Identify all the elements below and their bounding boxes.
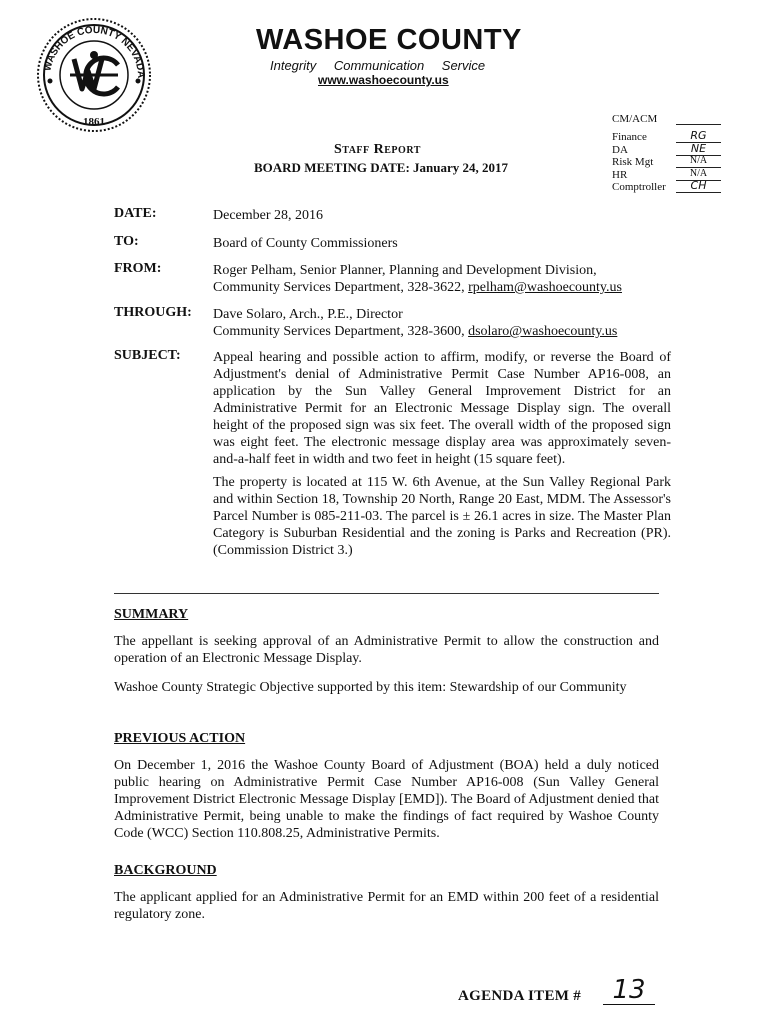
signoff-initials: NE: [676, 143, 721, 156]
meeting-date: BOARD MEETING DATE: January 24, 2017: [254, 160, 509, 175]
signoff-row: [612, 168, 727, 181]
previous-action-heading: PREVIOUS ACTION: [114, 731, 246, 746]
signoff-row: [612, 156, 727, 169]
signoff-value: N/A: [676, 155, 721, 168]
from-email-link[interactable]: rpelham@washoecounty.us: [468, 280, 622, 295]
website-link[interactable]: www.washoecounty.us: [318, 73, 449, 87]
org-name: WASHOE COUNTY: [256, 24, 522, 56]
subject-body: [213, 349, 671, 565]
signoff-value: [676, 112, 721, 125]
through-email-link[interactable]: dsolaro@washoecounty.us: [468, 324, 618, 339]
background-heading: BACKGROUND: [114, 863, 217, 878]
signoff-row: [612, 181, 727, 194]
signoff-row: [612, 131, 727, 144]
signoff-label: Comptroller: [612, 181, 666, 193]
through-label: THROUGH:: [114, 305, 192, 320]
signoff-label: DA: [612, 143, 628, 156]
through-dept: Community Services Department, 328-3600,: [213, 324, 469, 339]
from-dept: Community Services Department, 328-3622,: [213, 280, 469, 295]
section-divider: [114, 593, 659, 594]
signoff-label: Finance: [612, 131, 647, 143]
signoff-row: [612, 143, 727, 156]
signoff-value: N/A: [676, 168, 721, 181]
from-line-1: Roger Pelham, Senior Planner, Planning and Development Division,: [213, 263, 597, 278]
agenda-item-number: 13: [603, 977, 655, 1005]
signoff-label: Risk Mgt: [612, 156, 654, 168]
subject-paragraph: The property is located at 115 W. 6th Avenue, at the Sun Valley Regional Park and within Section 18, Township 20 North, Range 20 East, MDM. The Assessor's Parcel Number is 085-211-03. The parcel is ± 26.1 acres in size. The Master Plan Category is Suburban Residential and the zoning is Parks and Recreation (PR). (Commission District 3.): [213, 475, 671, 558]
through-line-2: [213, 323, 617, 340]
report-title: Staff Report: [334, 142, 421, 157]
signoff-initials: CH: [676, 180, 721, 193]
signoff-label: CM/ACM: [612, 112, 658, 125]
signoff-row: [612, 112, 727, 125]
through-value: [213, 306, 617, 340]
from-value: [213, 262, 622, 296]
svg-text:WASHOE COUNTY NEVADA: WASHOE COUNTY NEVADA: [42, 24, 147, 79]
signoff-table: [612, 112, 727, 193]
summary-heading: SUMMARY: [114, 607, 189, 622]
org-tagline: Integrity Communication Service: [270, 58, 486, 73]
subject-label: SUBJECT:: [114, 348, 181, 363]
signoff-label: HR: [612, 168, 628, 181]
date-label: DATE:: [114, 206, 157, 221]
through-line-1: Dave Solaro, Arch., P.E., Director: [213, 307, 403, 322]
signoff-initials: RG: [676, 130, 721, 143]
county-seal-logo: [30, 15, 158, 133]
from-line-2: [213, 279, 622, 296]
from-label: FROM:: [114, 261, 162, 276]
summary-text: The appellant is seeking approval of an Administrative Permit to allow the construction and operation of an Electronic Message Display.: [114, 634, 659, 666]
agenda-item-label: AGENDA ITEM #: [458, 988, 582, 1004]
background-text: The applicant applied for an Administrative Permit for an EMD within 200 feet of a residential regulatory zone.: [114, 890, 659, 922]
subject-paragraph: Appeal hearing and possible action to affirm, modify, or reverse the Board of Adjustment's denial of Administrative Permit Case Number AP16-008, an application by the Sun Valley General Improvement District for an Administrative Permit for an Electronic Message Display sign. The overall height of the proposed sign was six feet. The overall width of the proposed sign was eight feet. The electronic message display area was approximately seven-and-a-half feet in width and two feet in height (15 square feet).: [213, 350, 671, 467]
previous-action-text: On December 1, 2016 the Washoe County Board of Adjustment (BOA) held a duly noticed public hearing on Administrative Permit Case Number AP16-008 (Sun Valley General Improvement District Electronic Message Display [EMD]). The Board of Adjustment denied that Administrative Permit, being unable to make the findings of fact required by Washoe County Code (WCC) Section 110.808.25, Administrative Permits.: [114, 758, 659, 841]
strategic-objective-text: Washoe County Strategic Objective supported by this item: Stewardship of our Community: [114, 680, 627, 695]
date-value: December 28, 2016: [213, 208, 324, 223]
to-value: Board of County Commissioners: [213, 236, 398, 251]
to-label: TO:: [114, 234, 139, 249]
svg-text:1861: 1861: [83, 116, 105, 128]
